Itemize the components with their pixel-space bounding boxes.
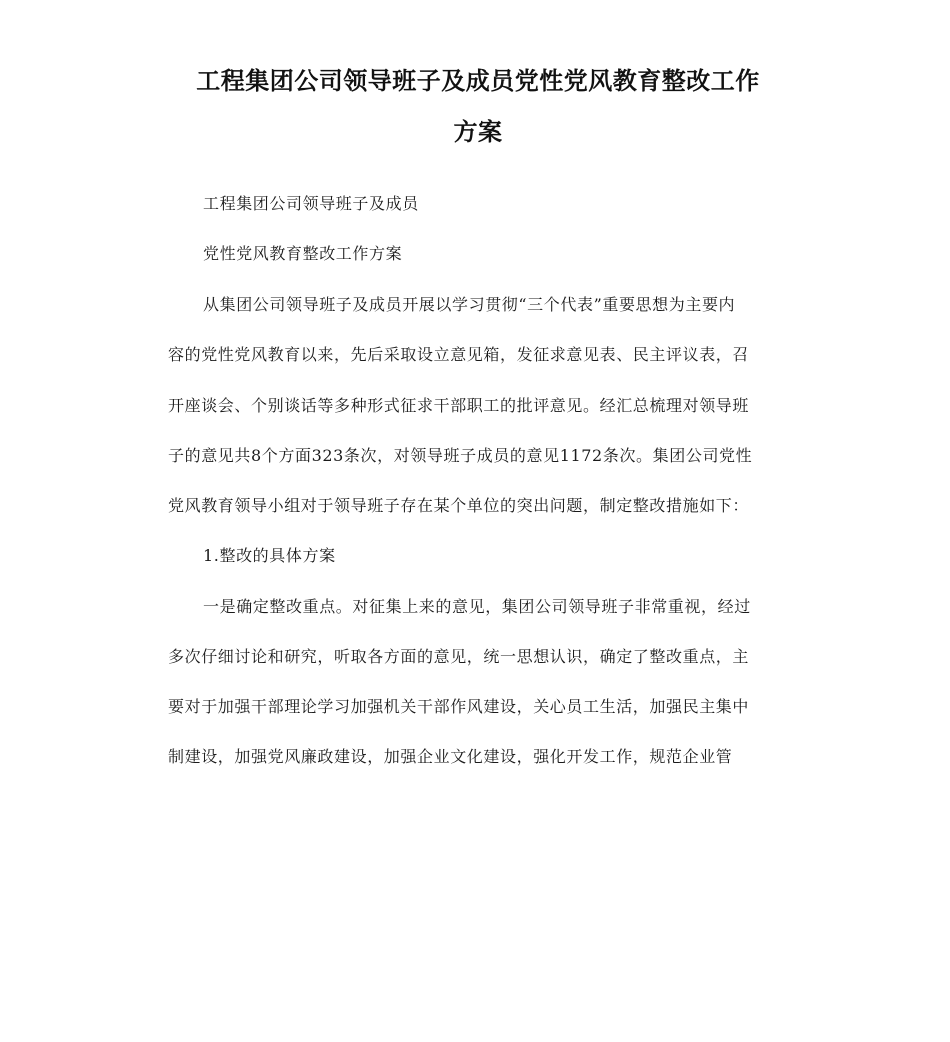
paragraph-line: 从集团公司领导班子及成员开展以学习贯彻“三个代表”重要思想为主要内 bbox=[203, 295, 736, 314]
paragraph-line: 制建设，加强党风廉政建设，加强企业文化建设，强化开发工作，规范企业管 bbox=[168, 747, 733, 766]
paragraph-line: 容的党性党风教育以来，先后采取设立意见箱，发征求意见表、民主评议表，召 bbox=[168, 345, 750, 364]
paragraph-line: 子的意见共8个方面323条次，对领导班子成员的意见1172条次。集团公司党性 bbox=[168, 446, 753, 465]
document-title-line-2: 方案 bbox=[453, 118, 503, 146]
subtitle-line-1: 工程集团公司领导班子及成员 bbox=[203, 194, 419, 213]
paragraph-line: 开座谈会、个别谈话等多种形式征求干部职工的批评意见。经汇总梳理对领导班 bbox=[168, 396, 750, 415]
document-title-line-1: 工程集团公司领导班子及成员党性党风教育整改工作 bbox=[196, 67, 760, 95]
subtitle-line-2: 党性党风教育整改工作方案 bbox=[203, 244, 403, 263]
paragraph-line: 要对于加强干部理论学习加强机关干部作风建设，关心员工生活，加强民主集中 bbox=[168, 697, 750, 716]
paragraph-line: 党风教育领导小组对于领导班子存在某个单位的突出问题，制定整改措施如下： bbox=[168, 496, 750, 515]
paragraph-line: 一是确定整改重点。对征集上来的意见，集团公司领导班子非常重视，经过 bbox=[203, 597, 751, 616]
section-heading: 1.整改的具体方案 bbox=[203, 546, 336, 565]
paragraph-line: 多次仔细讨论和研究，听取各方面的意见，统一思想认识，确定了整改重点，主 bbox=[168, 647, 750, 666]
